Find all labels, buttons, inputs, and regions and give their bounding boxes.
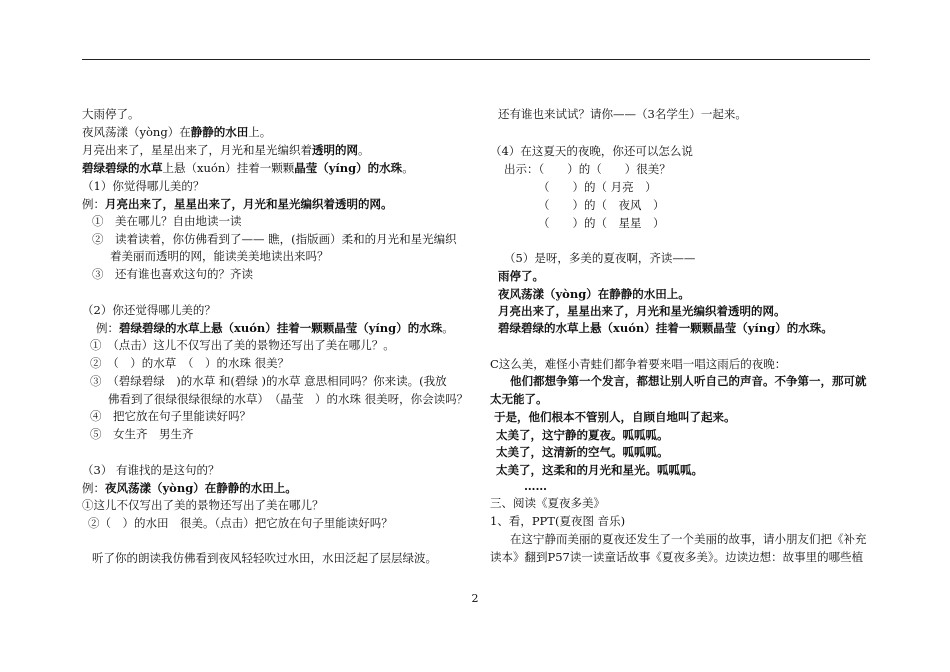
ellipsis: …… [524, 479, 547, 493]
text-line: 1、看，PPT(夏夜图 音乐) [490, 514, 626, 528]
list-item: ① 美在哪儿？自由地读一读 [92, 214, 242, 228]
header-rule [82, 59, 870, 60]
list-item: ②（ ）的水田 很美。（点击）把它放在句子里能读好吗？ [88, 516, 393, 530]
list-item: ③ （碧绿碧绿 )的水草 和(碧绿 )的水草 意思相同吗？你来读。(我放 [90, 374, 447, 388]
list-item: ⑤ 女生齐 男生齐 [90, 427, 194, 441]
section-heading: 三、阅读《夏夜多美》 [490, 496, 605, 510]
display-line: （ ）的（ 夜风 ） [538, 198, 665, 212]
question-3: （3） 有谁找的是这句的？ [82, 463, 220, 477]
text-line: 听了你的朗读我仿佛看到夜风轻轻吹过水田，水田泛起了层层绿波。 [92, 551, 437, 565]
story-line: 太美了，这宁静的夏夜。呱呱呱。 [496, 428, 669, 442]
poem-line: 碧绿碧绿的水草上悬（xuón）挂着一颗颗晶莹（yíng）的水珠。 [498, 321, 833, 335]
text-line: 月亮出来了，星星出来了，月光和星光编织着透明的网。 [82, 143, 370, 157]
display-line: （ ）的（ 星星 ） [538, 216, 665, 230]
text-line: 在这宁静而美丽的夏夜还发生了一个美丽的故事，请小朋友们把《补充 [510, 532, 867, 546]
poem-line: 雨停了。 [498, 269, 544, 283]
text-line: 夜风荡漾（yòng）在静静的水田上。 [82, 125, 272, 139]
text-line: C这么美，难怪小青蛙们都争着要来唱一唱这雨后的夜晚： [490, 357, 787, 371]
text-line: 读本》翻到P57读一读童话故事《夏夜多美》。边读边想：故事里的哪些植 [490, 550, 864, 564]
story-line: 太美了，这清新的空气。呱呱呱。 [496, 445, 669, 459]
example-line: 例：月亮出来了，星星出来了，月光和星光编织着透明的网。 [82, 197, 393, 211]
question-5: （5）是呀，多美的夏夜啊，齐读—— [504, 251, 696, 265]
list-item: ③ 还有谁也喜欢这句的？齐读 [92, 267, 253, 281]
poem-line: 夜风荡漾（yòng）在静静的水田上。 [498, 287, 690, 301]
story-line: 太无能了。 [490, 392, 548, 406]
display-line: （ ）的（ 月亮 ） [538, 180, 657, 194]
story-line: 太美了，这柔和的月光和星光。呱呱呱。 [496, 463, 703, 477]
list-item-continuation: 佛看到了很绿很绿很绿的水草） （晶莹 ）的水珠 很美呀，你会读吗？ [108, 392, 469, 406]
example-line: 例：夜风荡漾（yòng）在静静的水田上。 [82, 481, 297, 495]
page-number: 2 [471, 592, 479, 605]
text-line: 还有谁也来试试？请你——（3名学生）一起来。 [498, 107, 747, 121]
display-line: 出示：（ ）的（ ）很美？ [504, 162, 671, 176]
example-line: 例：碧绿碧绿的水草上悬（xuón）挂着一颗颗晶莹（yíng）的水珠。 [96, 321, 454, 335]
story-line: 他们都想争第一个发言，都想让别人听自己的声音。不争第一，那可就 [510, 374, 867, 388]
list-item: ② 读着读着，你仿佛看到了—— 瞧，(指版画）柔和的月光和星光编织 [92, 232, 457, 246]
list-item: ①这儿不仅写出了美的景物还写出了美在哪儿？ [82, 498, 324, 512]
text-line: 大雨停了。 [82, 107, 140, 121]
text-line: 碧绿碧绿的水草上悬（xuón）挂着一颗颗晶莹（yíng）的水珠。 [82, 161, 414, 175]
story-line: 于是，他们根本不管别人，自顾自地叫了起来。 [494, 410, 736, 424]
list-item-continuation: 着美丽而透明的网，能读美美地读出来吗？ [110, 249, 329, 263]
question-4: （4）在这夏天的夜晚，你还可以怎么说 [490, 144, 693, 158]
list-item: ④ 把它放在句子里能读好吗？ [90, 409, 251, 423]
poem-line: 月亮出来了，星星出来了，月光和星光编织着透明的网。 [498, 304, 786, 318]
question-2: （2）你还觉得哪儿美的？ [82, 303, 216, 317]
list-item: ① （点击）这儿不仅写出了美的景物还写出了美在哪儿？。 [90, 338, 395, 352]
question-1: （1）你觉得哪儿美的？ [82, 179, 205, 193]
list-item: ② （ ）的水草 （ ）的水珠 很美？ [90, 356, 290, 370]
